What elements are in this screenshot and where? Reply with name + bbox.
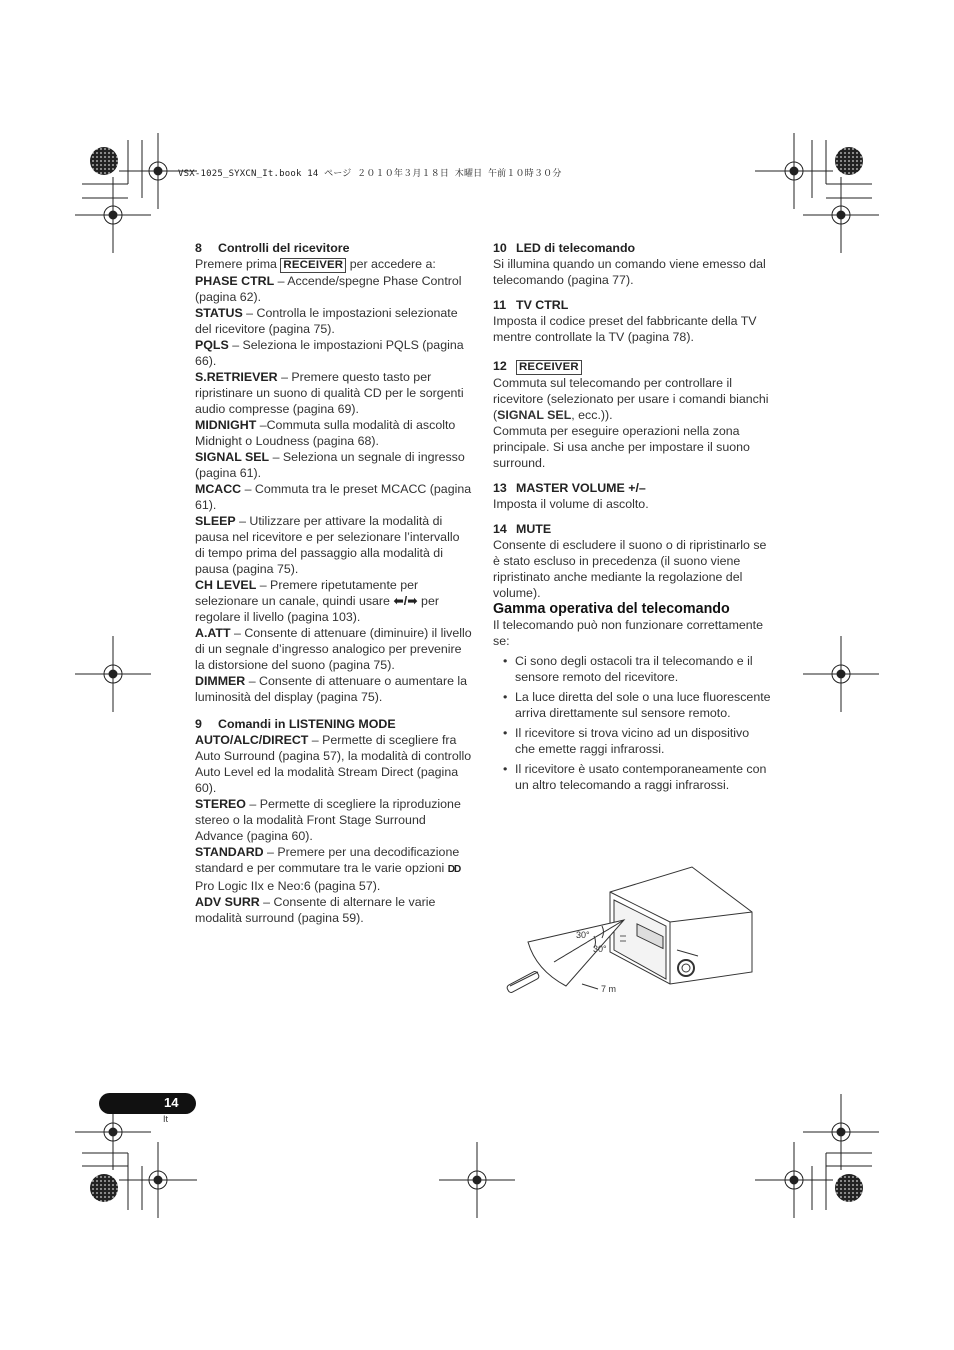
list-item: A.ATT – Consente di attenuare (diminuire) il livello di un segnale d’ingresso analogico per prevenire la distorsione del suono (pagina 75). <box>195 626 472 672</box>
section-9-items <box>195 732 472 926</box>
section-12-body-1: Commuta sul telecomando per controllare il ricevitore (selezionato per usare i comandi bianchi (SIGNAL SEL, ecc.)). <box>493 376 769 422</box>
section-13-title: 13 MASTER VOLUME +/– <box>493 481 646 495</box>
section-12-body-2: Commuta per eseguire operazioni nella zona principale. Si usa anche per impostare il suono surround. <box>493 424 750 470</box>
page-number: 14 <box>164 1095 179 1110</box>
section-10-body: Si illumina quando un comando viene emesso dal telecomando (pagina 77). <box>493 257 766 287</box>
list-item: • Il ricevitore si trova vicino ad un dispositivo che emette raggi infrarossi. <box>493 725 771 757</box>
print-header: VSX-1025_SYXCN_It.book 14 ページ ２０１０年３月１８日 木曜日 午前１０時３０分 <box>178 169 562 179</box>
receiver-key-label: RECEIVER <box>516 360 582 375</box>
page-number-badge <box>99 1093 196 1114</box>
list-item: • Ci sono degli ostacoli tra il telecomando e il sensore remoto del ricevitore. <box>493 653 771 685</box>
list-item: • La luce diretta del sole o una luce fluorescente arriva direttamente sul sensore remoto. <box>493 689 771 721</box>
list-item: STATUS – Controlla le impostazioni selezionate del ricevitore (pagina 75). <box>195 306 458 336</box>
section-14-title: 14 MUTE <box>493 522 552 536</box>
section-14-body: Consente di escludere il suono o di ripristinarlo se è stato escluso in precedenza (il suono viene ripristinato anche mediante la regolazione del volume). <box>493 538 767 600</box>
list-item: SLEEP – Utilizzare per attivare la modalità di pausa nel ricevitore e per selezionare l’intervallo di tempo prima del passaggio alla modalità di pausa (pagina 75). <box>195 514 460 576</box>
distance-label: 7 m <box>601 984 617 994</box>
section-9-title: 9 Comandi in LISTENING MODE <box>195 717 396 731</box>
section-8-intro: Premere prima RECEIVER per accedere a: <box>195 257 436 271</box>
angle-label-1: 30° <box>576 930 590 940</box>
remote-range-illustration <box>502 862 756 997</box>
right-column <box>493 240 771 797</box>
section-10-title: 10 LED di telecomando <box>493 241 636 255</box>
left-column <box>195 240 472 926</box>
dolby-logo-icon: DD <box>447 864 461 875</box>
list-item: MCACC – Commuta tra le preset MCACC (pagina 61). <box>195 482 472 512</box>
list-item: AUTO/ALC/DIRECT – Permette di scegliere fra Auto Surround (pagina 57), la modalità di controllo Auto Level ed la modalità Stream Direct (pagina 60). <box>195 733 472 795</box>
receiver-key-label: RECEIVER <box>280 258 346 273</box>
section-12-title: 12 RECEIVER <box>493 358 771 375</box>
section-13-body: Imposta il volume di ascolto. <box>493 497 649 511</box>
section-11-title: 11 TV CTRL <box>493 298 569 312</box>
angle-label-2: 30° <box>593 944 607 954</box>
list-item: STEREO – Permette di scegliere la riproduzione stereo o la modalità Front Stage Surround Advance (pagina 60). <box>195 797 461 843</box>
remote-range-heading: Gamma operativa del telecomando <box>493 601 730 617</box>
remote-range-intro: Il telecomando può non funzionare correttamente se: <box>493 618 764 648</box>
list-item: STANDARD – Premere per una decodificazione standard e per commutare tra le varie opzioni DD Pro Logic IIx e Neo:6 (pagina 57). <box>195 845 461 893</box>
remote-range-list <box>493 653 771 793</box>
list-item: • Il ricevitore è usato contemporaneamente con un altro telecomando a raggi infrarossi. <box>493 761 771 793</box>
list-item: SIGNAL SEL – Seleziona un segnale di ingresso (pagina 61). <box>195 450 465 480</box>
list-item: CH LEVEL – Premere ripetutamente per selezionare un canale, quindi usare ⬅/➡ per regolare il livello (pagina 103). <box>195 578 439 624</box>
list-item: MIDNIGHT –Commuta sulla modalità di ascolto Midnight o Loudness (pagina 68). <box>195 418 456 448</box>
list-item: PQLS – Seleziona le impostazioni PQLS (pagina 66). <box>195 338 464 368</box>
language-code: It <box>163 1114 169 1124</box>
list-item: S.RETRIEVER – Premere questo tasto per ripristinare un suono di qualità CD per le sorgenti audio compresse (pagina 69). <box>195 370 464 416</box>
list-item: DIMMER – Consente di attenuare o aumentare la luminosità del display (pagina 75). <box>195 674 468 704</box>
section-8-title: 8 Controlli del ricevitore <box>195 241 350 255</box>
section-8-items <box>195 273 472 705</box>
section-11-body: Imposta il codice preset del fabbricante della TV mentre controllate la TV (pagina 78). <box>493 314 757 344</box>
list-item: PHASE CTRL – Accende/spegne Phase Control (pagina 62). <box>195 274 462 304</box>
list-item: ADV SURR – Consente di alternare le varie modalità surround (pagina 59). <box>195 895 436 925</box>
arrow-keys-icon: ⬅/➡ <box>393 594 418 608</box>
